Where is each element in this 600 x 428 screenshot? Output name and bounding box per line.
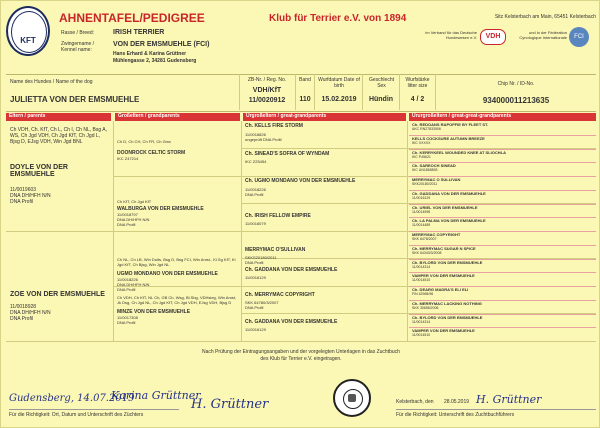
- ggp-reg: 11/0016129: [245, 327, 266, 332]
- ggp-reg: SKK 64780/3/2007: [245, 300, 279, 305]
- reg-label: ZB-Nr. / Reg. No.: [247, 77, 287, 83]
- gggp-16: [412, 328, 594, 338]
- sire-profile: DNA Profil: [10, 199, 34, 205]
- gggp-name: KELLS COCKSURE AUTUMN BREEZE: [412, 135, 485, 141]
- ggp-4: [245, 213, 405, 226]
- reg-prefix: VDH/KfT: [252, 87, 282, 94]
- gggp-reg: 11/0014510: [412, 278, 431, 283]
- col-header-grandparents: Großeltern / grandparents: [115, 113, 240, 121]
- band-label: Band: [299, 77, 311, 83]
- club-seal-icon: [333, 379, 371, 417]
- ggp-name: Ch. KELLS FIRE STORM: [245, 123, 303, 129]
- gggp-name: Ch. BYLORD VON DER EMSMUEHLE: [412, 314, 483, 320]
- gggp-reg: 11/0014489: [412, 223, 431, 228]
- vdh-logo: VDH: [480, 29, 506, 45]
- fci-text: und in der Fédération Cynologique Internationale: [519, 30, 567, 40]
- sire: [10, 127, 110, 205]
- gggp-reg: AKC RN27833506: [412, 127, 441, 131]
- dob-value: 15.02.2019: [321, 96, 357, 103]
- gggp-15: [412, 315, 594, 325]
- ggp-name: Ch. IRISH FELLOW EMPIRE: [245, 213, 311, 219]
- club-name: Klub für Terrier e.V. von 1894: [269, 13, 407, 24]
- gggp-11: [412, 260, 594, 270]
- gggp-7: [412, 205, 594, 215]
- ggp-extra: DNA Profil: [245, 305, 264, 310]
- gggp-column: [409, 121, 596, 341]
- grandparent-1: [117, 139, 239, 161]
- gggp-9: [412, 232, 594, 242]
- gggp-reg: SKK20180/2011: [412, 182, 438, 186]
- gggp-reg: IKC UN1865893: [412, 168, 438, 173]
- gggp-name: Ch. URIEL VON DER EMSMUEHLE: [412, 204, 478, 210]
- gggp-name: Ch. GADDANA VON DER EMSMUEHLE: [412, 190, 486, 196]
- grandparent-name: DOONROCK CELTIC STORM: [117, 150, 186, 156]
- grandparent-2: [117, 199, 239, 227]
- registrar-caption: Für die Richtigkeit: Unterschrift des Zuchtbuchführers: [396, 412, 515, 418]
- grandparent-reg: IKC Z47214: [117, 156, 139, 161]
- gggp-5: [412, 177, 594, 187]
- gggp-name: VAMPER VON DER EMSMUEHLE: [412, 328, 475, 334]
- dog-name: JULIETTA VON DER EMSMUEHLE: [10, 95, 140, 104]
- ggp-reg: 11/0016079: [245, 221, 266, 226]
- dam: [10, 291, 110, 322]
- gggp-name: Ch. DEARG MADRA'S ELI ELI: [412, 287, 469, 292]
- gggp-name: Ch. MERRYMAC SUGAR N SPICE: [412, 245, 476, 251]
- col-header-ggp: Urgroßeltern / great-grandparents: [243, 113, 406, 121]
- footer-note-1: Nach Prüfung der Eintragungsangaben und der vorgelegten Unterlagen in das Zuchtbuch: [202, 349, 400, 355]
- ggp-name: Ch. GADDANA VON DER EMSMUEHLE: [245, 319, 338, 325]
- breeder-signature: Karina Grüttner: [111, 389, 201, 402]
- ggp-1: [245, 123, 405, 142]
- gggp-13: [412, 287, 594, 297]
- gggp-6: [412, 191, 594, 201]
- gggp-reg: SKK 6478/2007: [412, 237, 437, 241]
- col-header-gggp: Ururgroßeltern / great-great-grandparents: [409, 113, 596, 121]
- breed-value: IRISH TERRIER: [113, 29, 165, 36]
- ggp-8: [245, 319, 405, 332]
- gggp-name: Ch. KERRYKEEL WOUNDED KNEE AT SLIOCHLA: [412, 149, 507, 155]
- ggp-reg: 11/0016826: [245, 132, 266, 137]
- ggp-name: Ch. GADDANA VON DER EMSMUEHLE: [245, 267, 338, 273]
- ggp-3: [245, 178, 405, 197]
- owner-address: Mühlengasse 2, 34281 Gudensberg: [113, 58, 197, 64]
- breed-label: Rasse / Breed:: [61, 30, 95, 36]
- gggp-reg: 11/0016129: [412, 195, 431, 200]
- gggp-name: Ch. LA PALMA VON DER EMSMUEHLE: [412, 218, 486, 224]
- ggp-reg: IKC Z25454: [245, 159, 267, 164]
- gggp-reg: 11/0014314: [412, 264, 431, 269]
- grandparent-name: WALBURGA VON DER EMSMUEHLE: [117, 206, 204, 212]
- gggp-name: MERRYMAC COPYRIGHT: [412, 232, 461, 237]
- gggp-reg: IKC P45621: [412, 154, 431, 159]
- gggp-1: [412, 122, 594, 132]
- gggp-reg: FIN 42965/96: [412, 292, 434, 296]
- grandparent-4: [117, 295, 239, 325]
- grandparent-profile: DNA Profil: [117, 287, 136, 292]
- dam-profile: DNA Profil: [10, 316, 34, 322]
- gggp-10: [412, 246, 594, 256]
- col-header-parents: Eltern / parents: [6, 113, 111, 121]
- grandparent-health: DNA DH/HFH N/N: [117, 282, 150, 287]
- gggp-2: [412, 136, 594, 146]
- gggp-4: [412, 163, 594, 173]
- gggp-name: VAMPER VON DER EMSMUEHLE: [412, 273, 475, 279]
- band-value: 110: [299, 96, 311, 103]
- gggp-name: MERRYMAC O SULLIVAN: [412, 177, 461, 182]
- co-breeder-signature: H. Grüttner: [191, 397, 269, 412]
- kennel-value: VON DER EMSMUEHLE (FCI): [113, 41, 210, 48]
- breeder-caption: Für die Richtigkeit: Ort, Datum und Unterschrift des Züchters: [9, 412, 144, 418]
- sire-reg: 11/0019603: [10, 187, 37, 193]
- dob-label: Wurfdatum Date of birth: [318, 77, 360, 89]
- ggp-name: Ch. UGMO MONDANO VON DER EMSMUEHLE: [245, 178, 356, 184]
- ggp-reg: 11/0018226: [245, 187, 266, 192]
- ggp-extra: DNA Profil: [245, 260, 264, 265]
- owner-name: Hans Erhard & Karina Grüttner: [113, 51, 187, 57]
- ggp-name: Ch. MERRYMAC COPYRIGHT: [245, 292, 315, 298]
- registrar-signature: H. Grüttner: [476, 393, 542, 406]
- footer-note-2: des Klub für Terrier e.V. eingetragen.: [260, 356, 342, 362]
- gggp-3: [412, 150, 594, 160]
- gggp-name: Ch. SAREOCH SINEAD: [412, 163, 456, 169]
- grandparent-3: [117, 257, 239, 292]
- ggp-reg: 11/0016129: [245, 275, 266, 280]
- place-date-label: Kelsterbach, den: [396, 399, 434, 405]
- club-address: Sitz Kelsterbach am Main, 65451 Kelsterbach: [494, 14, 596, 20]
- gggp-reg: 11/0014995: [412, 209, 431, 214]
- sire-health: DNA DH/HFH N/N: [10, 193, 51, 199]
- ggp-2: [245, 151, 405, 164]
- litter-value: 4 / 2: [410, 96, 425, 103]
- ggp-reg: SKKS20180/2011: [245, 255, 277, 260]
- grandparent-health: DNA DH/HFH N/N: [117, 217, 150, 222]
- sire-name: DOYLE VON DER EMSMUEHLE: [10, 164, 68, 178]
- gggp-reg: SKK 30656/2006: [412, 305, 439, 310]
- chip-label: Chip Nr. / ID-No.: [497, 81, 535, 87]
- grandparent-reg: 11/0018226: [117, 277, 138, 282]
- gggp-name: Ch. MERRYMAC LACKING NOTHING: [412, 300, 482, 306]
- gggp-14: [412, 301, 594, 311]
- sire-titles: Ch VDH, Ch. KfT, Ch L, Ch I, Ch NL, Bsg A, WS, Ch Jgd VDH, Ch Jgd KfT, Ch Jgd L, Bjsg D, EJsg VDH, Win Jgd BNL: [10, 127, 107, 145]
- gggp-reg: 11/0014510: [412, 333, 431, 338]
- gggp-8: [412, 218, 594, 228]
- dam-health: DNA DH/HFH N/N: [10, 310, 51, 316]
- grandparent-name: UGMO MONDANO VON DER EMSMUEHLE: [117, 271, 218, 277]
- gggp-name: Ch. REDOANS RAPOFFIE BY FLEET ST.: [412, 122, 489, 127]
- reg-number: 11/0020912: [248, 97, 286, 104]
- chip-value: 934000011213635: [482, 96, 550, 105]
- ggp-7: [245, 292, 405, 310]
- kennel-label: Zwingername / Kennel name:: [61, 41, 95, 53]
- gggp-reg: SKK 64343/3/2008: [412, 250, 442, 255]
- ggp-extra: DNA Profil: [245, 192, 264, 197]
- ggp-extra: ungeprüft DNA Profil: [245, 137, 282, 142]
- litter-label: Wurfstärke litter size: [405, 77, 430, 89]
- dog-name-label: Name des Hundes / Name of the dog: [10, 79, 93, 85]
- sex-value: Hündin: [368, 96, 394, 103]
- breeder-place-date-signature: Gudensberg, 14.07.2019: [9, 393, 135, 404]
- ggp-6: [245, 267, 405, 280]
- dam-name: ZOE VON DER EMSMUEHLE: [10, 291, 105, 298]
- grandparent-titles: Ch VDH, Ch KfT, NL Ch, GB Ch, Wsg, Bl.Sbg, VDHsieg, Win Amst, Jk Dsg, Ch Jgd NL, Ch Jgd KfT, Ch Jgd VDH, EJsg VDH, Bjsg D: [117, 295, 236, 305]
- gggp-12: [412, 273, 594, 283]
- gggp-reg: 11/0014314: [412, 319, 431, 324]
- dam-reg: 11/0018928: [10, 304, 37, 310]
- vdh-text: im Verband für das Deutsche Hundewesen e.V.: [425, 30, 477, 40]
- kft-logo: KFT: [6, 6, 50, 56]
- grandparent-titles: Ch NL, Ch LB, Win Duits, Bsg D, Bsg FCI, Win Amst., Kl.Sg KfT, Kl Jgd KfT, Ch Bjsg, Win Jgd NL: [117, 257, 236, 267]
- grandparent-profile: DNA Profil: [117, 222, 136, 227]
- grandparent-titles: Ch D, Ch CH, Ch FR, Ch Gmv: [117, 139, 172, 144]
- grandparent-titles: Ch KfT, Ch Jgd KfT: [117, 199, 152, 204]
- page-title: AHNENTAFEL/PEDIGREE: [59, 11, 205, 25]
- issue-date: 28.05.2019: [444, 399, 470, 405]
- grandparent-reg: 11/0017308: [117, 315, 138, 320]
- gggp-name: Ch. BYLORD VON DER EMSMUEHLE: [412, 259, 483, 265]
- gggp-reg: IKC XXXXX: [412, 140, 431, 145]
- fci-logo: FCI: [569, 27, 589, 47]
- ggp-5: [245, 247, 405, 265]
- ggp-name: Ch. SINEAD'S SOFRA OF WYNDAM: [245, 151, 330, 157]
- sex-label: Geschlecht Sex: [368, 77, 394, 89]
- grandparent-profile: DNA Profil: [117, 320, 136, 325]
- grandparent-reg: 11/0018797: [117, 212, 138, 217]
- grandparent-name: MINZE VON DER EMSMUEHLE: [117, 309, 191, 315]
- ggp-name: MERRYMAC O'SULLIVAN: [245, 247, 306, 253]
